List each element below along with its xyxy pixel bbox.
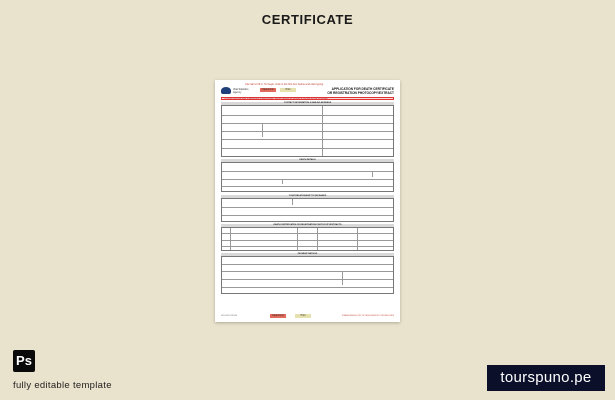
death-details-box[interactable]: [221, 162, 394, 192]
form-document-preview: [215, 80, 400, 322]
photoshop-icon: Ps: [13, 350, 35, 372]
payment-box[interactable]: [221, 256, 394, 294]
section-header-contact: CONTACT INFORMATION & MAILING ADDRESS: [221, 102, 394, 105]
form-notice: Use tab to fill in. To begin, click in the first box below and start typing.: [245, 83, 324, 86]
section-header-payment: PAYMENT METHOD: [221, 253, 394, 256]
section-header-certificates: DEATH CERTIFICATES OR REGISTRATION PHOTOCOPY/EXTRACTS: [221, 224, 394, 227]
brand-badge[interactable]: tourspuno.pe: [487, 365, 605, 391]
form-code: HLTH 3411 2019/06: [221, 315, 237, 317]
footer-note: PLEASE KEEP A COPY OF THIS FORM FOR YOUR RECORDS: [341, 315, 394, 317]
certificates-table[interactable]: [221, 227, 394, 251]
footer-clear-button[interactable]: Clear Form: [270, 314, 286, 318]
tagline: fully editable template: [13, 380, 112, 391]
page-title: CERTIFICATE: [261, 12, 354, 27]
section-header-death-details: DEATH DETAILS: [221, 159, 394, 162]
warning-bar: To ensure that your order is delivered in a timely manner, please complete all sections of this form as fully as possible.: [221, 97, 394, 100]
agency-name: Vital Statistics Agency: [233, 88, 249, 94]
contact-fields-box[interactable]: [221, 105, 394, 157]
agency-logo-icon: [221, 87, 231, 94]
clear-form-button[interactable]: Clear Form: [260, 88, 276, 92]
section-header-relationship: YOUR RELATIONSHIP TO DECEASED: [221, 195, 394, 198]
footer-print-button[interactable]: Print: [295, 314, 311, 318]
print-button[interactable]: Print: [280, 88, 296, 92]
document-title: APPLICATION FOR DEATH CERTIFICATE OR REGISTRATION PHOTOCOPY/EXTRACT: [327, 87, 394, 95]
relationship-box[interactable]: [221, 198, 394, 222]
